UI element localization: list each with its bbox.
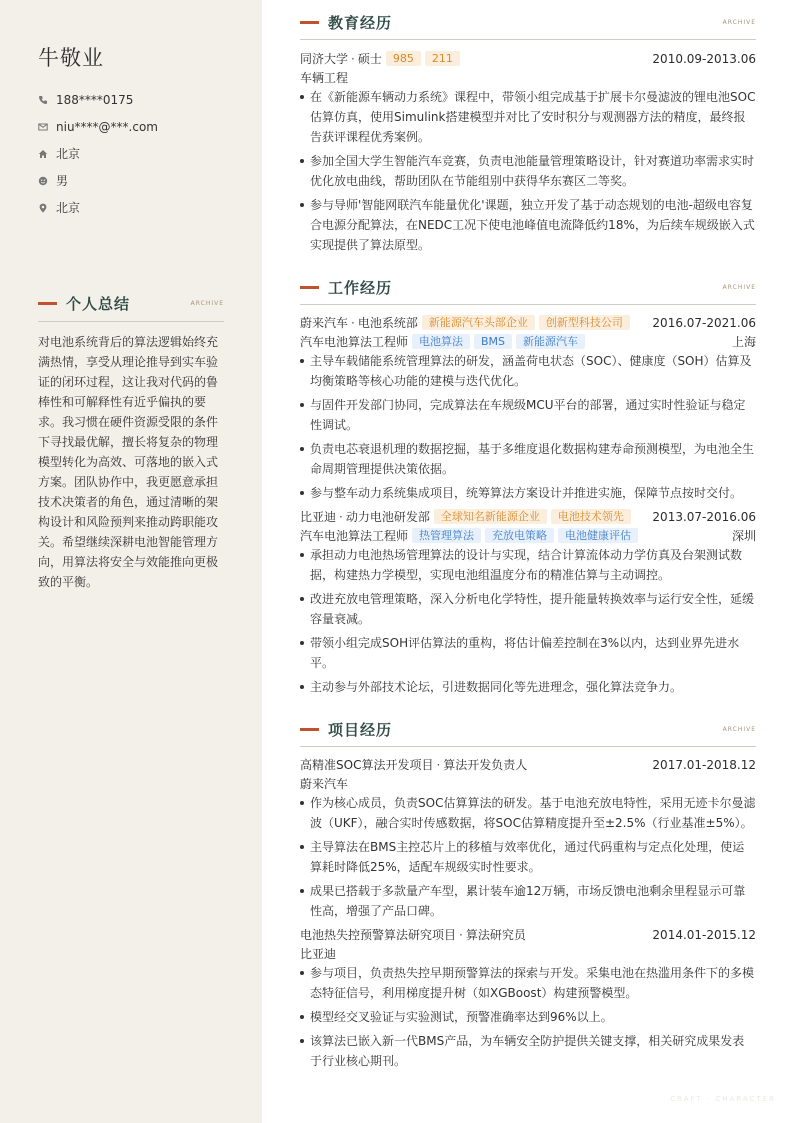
project-title-line: [300, 925, 756, 944]
list-item: 改进充放电管理策略，深入分析电化学特性，提升能量转换效率与运行安全性，延缓容量衰减。: [300, 589, 756, 629]
separator: ·: [459, 927, 463, 942]
work-section: [300, 275, 756, 697]
section-accent-bar: [300, 728, 319, 731]
project-date: 2017.01-2018.12: [652, 757, 756, 772]
contact-gender: [38, 167, 158, 194]
project-role: 算法开发负责人: [443, 758, 528, 772]
list-item: 主动参与外部技术论坛，引进数据同化等先进理念，强化算法竞争力。: [300, 677, 756, 697]
company-badge: 全球知名新能源企业: [434, 509, 547, 524]
degree: 硕士: [357, 52, 382, 66]
separator: ·: [436, 757, 441, 772]
list-item: 主导算法在BMS主控芯片上的移植与效率优化，通过代码重构与定点化处理，使运算耗时降低25%，适配车规级实时性要求。: [300, 837, 756, 877]
job-entry: [300, 507, 756, 697]
skill-badge: 充放电策略: [485, 528, 554, 543]
project-org: 蔚来汽车: [300, 777, 349, 791]
project-name: 高精准SOC算法开发项目: [300, 758, 434, 772]
project-entry: [300, 755, 756, 921]
footer-watermark: CRAFT · CHARACTER: [670, 1095, 776, 1103]
job-role: 汽车电池算法工程师: [300, 335, 409, 349]
separator: ·: [351, 315, 355, 330]
project-date: 2014.01-2015.12: [652, 927, 756, 942]
work-header: [300, 275, 756, 299]
separator: ·: [339, 509, 343, 524]
section-accent-bar: [38, 302, 57, 305]
home-value: 北京: [56, 147, 81, 161]
email-value: niu****@***.com: [56, 119, 158, 134]
separator: ·: [351, 51, 355, 66]
phone-icon: [38, 95, 56, 105]
contact-email: [38, 113, 158, 140]
summary-title: 个人总结: [66, 294, 131, 313]
job-role: 汽车电池算法工程师: [300, 529, 409, 543]
section-divider: [38, 321, 224, 322]
company-badge: 创新型科技公司: [539, 315, 630, 330]
list-item: 带领小组完成SOH评估算法的重构，将估计偏差控制在3%以内，达到业界先进水平。: [300, 633, 756, 673]
education-header: [300, 10, 756, 34]
job-role-line: [300, 526, 756, 545]
gender-value: 男: [56, 174, 69, 188]
projects-header: [300, 717, 756, 741]
department: 动力电池研发部: [345, 510, 430, 524]
section-accent-bar: [300, 286, 319, 289]
project-entry: [300, 925, 756, 1071]
major: 车辆工程: [300, 71, 349, 85]
list-item: 负责电芯衰退机理的数据挖掘，基于多维度退化数据构建寿命预测模型，为电池全生命周期管理提供决策依据。: [300, 439, 756, 479]
candidate-name: 牛敬业: [38, 46, 104, 70]
job-company-line: [300, 313, 756, 332]
job-company-line: [300, 507, 756, 526]
list-item: 参与导师'智能网联汽车能量优化'课题，独立开发了基于动态规划的电池-超级电容复合电源分配算法，在NEDC工况下使电池峰值电流降低约18%，为后续车规级嵌入式实现提供了算法原型。: [300, 195, 756, 255]
skill-badge: 电池健康评估: [558, 528, 638, 543]
skill-badge: 电池算法: [412, 334, 470, 349]
summary-tag: ARCHIVE: [190, 299, 224, 307]
skill-badge: BMS: [474, 334, 512, 349]
education-headline: [300, 49, 756, 68]
education-tag: ARCHIVE: [722, 18, 756, 26]
contact-list: [38, 86, 158, 221]
job-entry: [300, 313, 756, 503]
job-city: 上海: [731, 335, 756, 349]
summary-header: [38, 291, 224, 315]
project-name: 电池热失控预警算法研究项目: [300, 928, 457, 942]
school-name: 同济大学: [300, 52, 349, 66]
company-name: 蔚来汽车: [300, 316, 349, 330]
job-bullets: [300, 351, 756, 503]
list-item: 作为核心成员，负责SOC估算算法的研发。基于电池充放电特性，采用无迹卡尔曼滤波（UKF），融合实时传感数据，将SOC估算精度提升至±2.5%（行业基准±5%）。: [300, 793, 756, 833]
work-tag: ARCHIVE: [722, 283, 756, 291]
list-item: 模型经交叉验证与实验测试，预警准确率达到96%以上。: [300, 1007, 756, 1027]
department: 电池系统部: [357, 316, 418, 330]
job-date: 2016.07-2021.06: [652, 315, 756, 330]
education-title: 教育经历: [328, 13, 393, 32]
work-title: 工作经历: [328, 278, 393, 297]
education-date: 2010.09-2013.06: [652, 51, 756, 66]
summary-section: [38, 291, 224, 592]
job-bullets: [300, 545, 756, 697]
education-section: [300, 10, 756, 255]
list-item: 成果已搭载于多款量产车型，累计装车逾12万辆，市场反馈电池剩余里程显示可靠性高，增强了产品口碑。: [300, 881, 756, 921]
location-pin-icon: [38, 203, 56, 213]
mail-icon: [38, 122, 56, 132]
education-bullets: [300, 87, 756, 255]
project-role: 算法研究员: [465, 928, 526, 942]
gender-icon: [38, 176, 56, 186]
school-badge: 211: [425, 51, 460, 66]
list-item: 主导车载储能系统管理算法的研发，涵盖荷电状态（SOC）、健康度（SOH）估算及均衡策略等核心功能的建模与迭代优化。: [300, 351, 756, 391]
summary-text: 对电池系统背后的算法逻辑始终充满热情，享受从理论推导到实车验证的闭环过程，这让我对代码的鲁棒性和可解释性有近乎偏执的要求。我习惯在硬件资源受限的条件下寻找最优解，擅长将复杂的物理模型转化为高效、可落地的嵌入式方案。团队协作中，我更愿意承担技术决策者的角色，通过清晰的架构设计和风险预判来推动跨职能攻关。希望继续深耕电池智能管理方向，用算法将安全与效能推向更极致的平衡。: [38, 335, 219, 589]
contact-home: [38, 140, 158, 167]
company-badge: 电池技术领先: [551, 509, 631, 524]
contact-phone: [38, 86, 158, 113]
list-item: 与固件开发部门协同，完成算法在车规级MCU平台的部署，通过实时性验证与稳定性调试。: [300, 395, 756, 435]
skill-badge: 热管理算法: [412, 528, 481, 543]
contact-location: [38, 194, 158, 221]
list-item: 该算法已嵌入新一代BMS产品，为车辆安全防护提供关键支撑，相关研究成果发表于行业核心期刊。: [300, 1031, 756, 1071]
home-icon: [38, 149, 56, 159]
company-name: 比亚迪: [300, 510, 337, 524]
phone-value: 188****0175: [56, 92, 134, 107]
list-item: 参加全国大学生智能汽车竞赛，负责电池能量管理策略设计，针对赛道功率需求实时优化放电曲线，帮助团队在节能组别中获得华东赛区二等奖。: [300, 151, 756, 191]
sidebar: [0, 0, 262, 1123]
projects-title: 项目经历: [328, 720, 393, 739]
list-item: 承担动力电池热场管理算法的设计与实现，结合计算流体动力学仿真及台架测试数据，构建热力学模型，实现电池组温度分布的精准估算与主动调控。: [300, 545, 756, 585]
skill-badge: 新能源汽车: [516, 334, 585, 349]
project-title-line: [300, 755, 756, 774]
job-date: 2013.07-2016.06: [652, 509, 756, 524]
section-accent-bar: [300, 21, 319, 24]
school-badge: 985: [386, 51, 421, 66]
project-org: 比亚迪: [300, 947, 337, 961]
project-bullets: [300, 793, 756, 921]
projects-section: [300, 717, 756, 1071]
company-badge: 新能源汽车头部企业: [422, 315, 535, 330]
job-city: 深圳: [731, 529, 756, 543]
projects-tag: ARCHIVE: [722, 725, 756, 733]
list-item: 在《新能源车辆动力系统》课程中，带领小组完成基于扩展卡尔曼滤波的锂电池SOC估算仿真，使用Simulink搭建模型并对比了安时积分与观测器方法的精度，最终报告获评课程优秀案例。: [300, 87, 756, 147]
project-bullets: [300, 963, 756, 1071]
job-role-line: [300, 332, 756, 351]
location-value: 北京: [56, 201, 81, 215]
list-item: 参与项目，负责热失控早期预警算法的探索与开发。采集电池在热滥用条件下的多模态特征信号，利用梯度提升树（如XGBoost）构建预警模型。: [300, 963, 756, 1003]
list-item: 参与整车动力系统集成项目，统筹算法方案设计并推进实施，保障节点按时交付。: [300, 483, 756, 503]
main-content: [300, 10, 756, 1075]
